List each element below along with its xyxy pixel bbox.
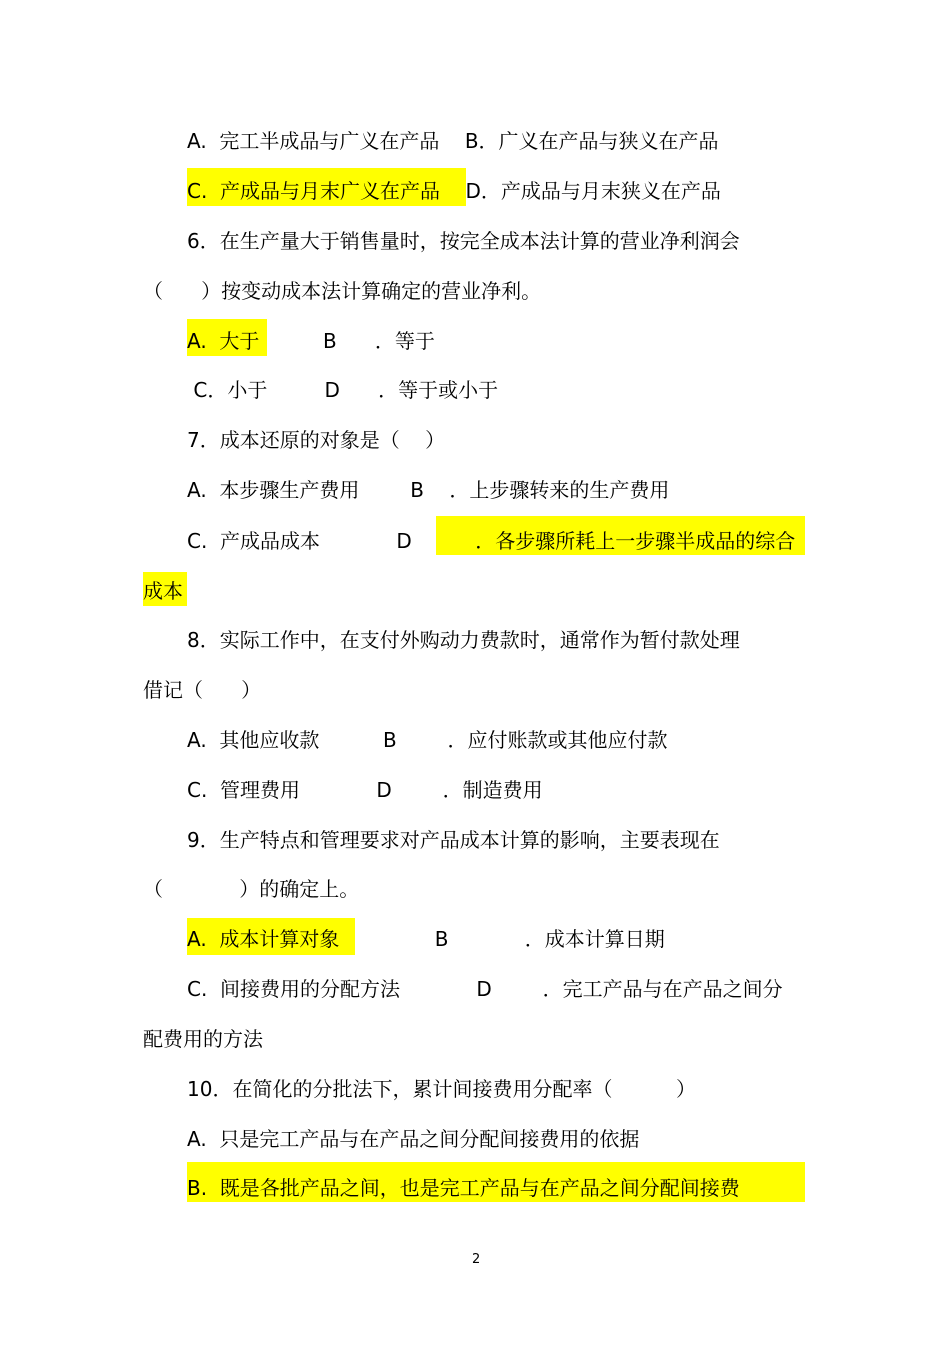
- q9-stem-cont: （ ）的确定上。: [143, 877, 360, 901]
- q6-stem-cont: （ ）按变动成本法计算确定的营业净利。: [143, 279, 542, 303]
- q6-option-cd: C．小于 D ．等于或小于: [187, 378, 499, 402]
- q9-option-cd: C. 间接费用的分配方法 D ．完工产品与在产品之间分: [187, 977, 783, 1001]
- q7-stem: 7．成本还原的对象是（ ）: [187, 428, 446, 452]
- q9-option-d-cont: 配费用的方法: [143, 1027, 263, 1051]
- q7-option-ab: A. 本步骤生产费用 B ．上步骤转来的生产费用: [187, 478, 670, 502]
- q7-option-d-cont: 成本: [143, 579, 183, 603]
- q6-option-ab: A. 大于 B ．等于: [187, 329, 435, 353]
- page-number: 2: [472, 1252, 481, 1267]
- q8-stem: 8．实际工作中，在支付外购动力费款时，通常作为暂付款处理: [187, 628, 740, 652]
- q10-stem: 10．在简化的分批法下，累计间接费用分配率（ ）: [187, 1077, 697, 1101]
- q5-option-cd: C. 产成品与月末广义在产品 D．产成品与月末狭义在产品: [187, 179, 721, 203]
- q5-option-ab: A. 完工半成品与广义在产品 B．广义在产品与狭义在产品: [187, 129, 719, 153]
- q8-option-ab: A. 其他应收款 B ．应付账款或其他应付款: [187, 728, 668, 752]
- q6-stem: 6．在生产量大于销售量时，按完全成本法计算的营业净利润会: [187, 229, 740, 253]
- q10-option-b: B. 既是各批产品之间，也是完工产品与在产品之间分配间接费: [187, 1176, 740, 1200]
- q7-option-cd: C. 产成品成本 D ．各步骤所耗上一步骤半成品的综合: [187, 529, 796, 553]
- q9-option-ab: A. 成本计算对象 B ．成本计算日期: [187, 927, 665, 951]
- q10-option-a: A. 只是完工产品与在产品之间分配间接费用的依据: [187, 1127, 640, 1151]
- q8-option-cd: C. 管理费用 D ．制造费用: [187, 778, 543, 802]
- q9-stem: 9．生产特点和管理要求对产品成本计算的影响，主要表现在: [187, 828, 720, 852]
- q8-stem-cont: 借记（ ）: [143, 678, 262, 702]
